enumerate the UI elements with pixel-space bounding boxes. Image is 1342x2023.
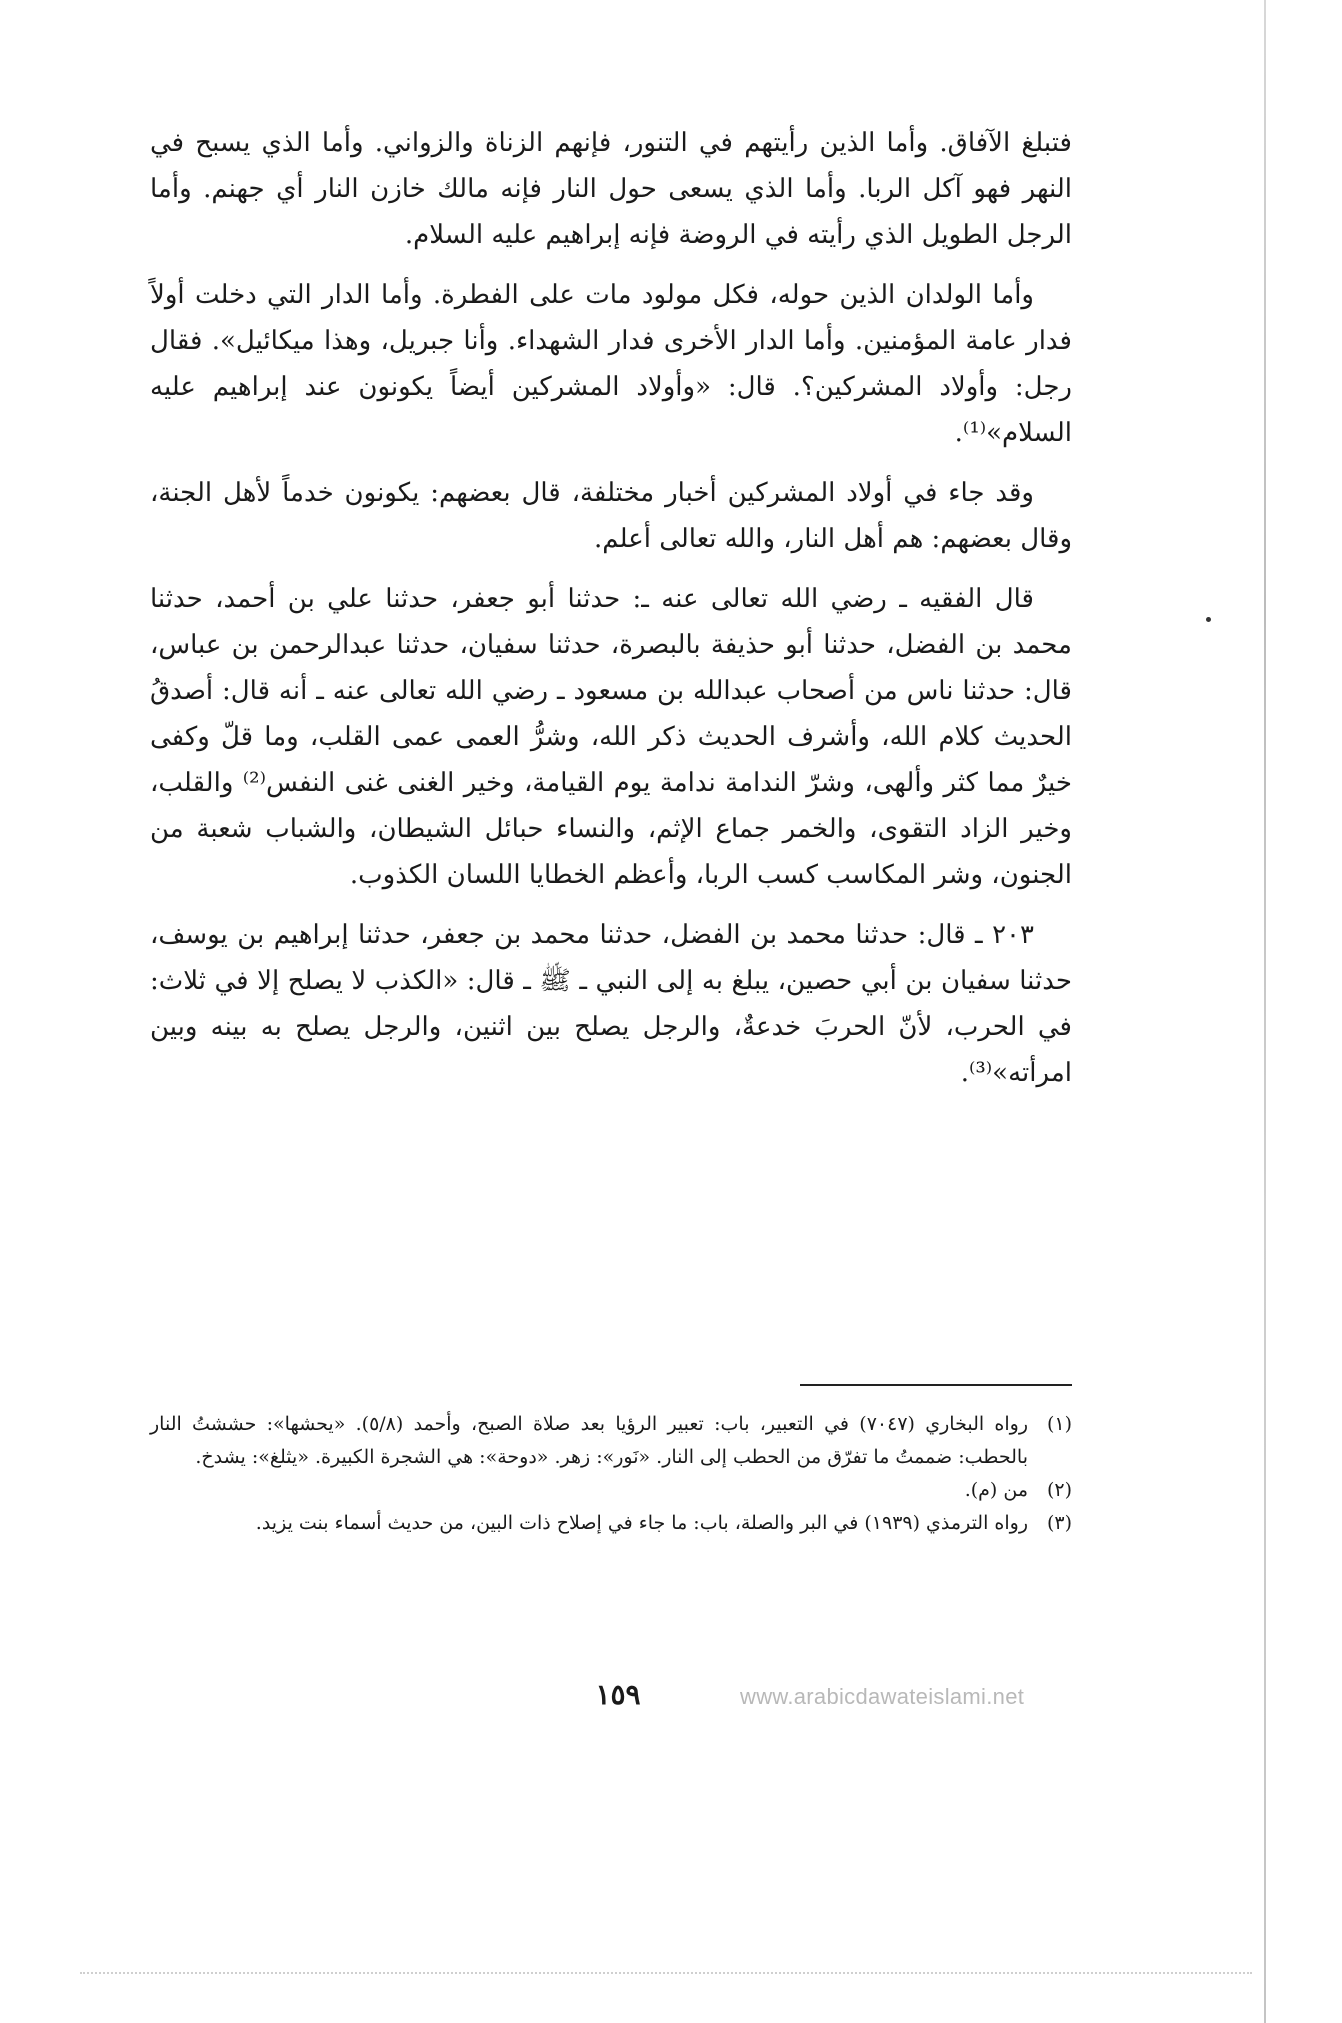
footnote-1 bbox=[150, 1408, 1072, 1474]
scan-edge-line bbox=[1264, 0, 1266, 2023]
footnote-2 bbox=[150, 1474, 1072, 1507]
scan-dotted-line bbox=[80, 1972, 1252, 1976]
footnote-divider bbox=[800, 1384, 1072, 1386]
footnote-text: رواه البخاري (٧٠٤٧) في التعبير، باب: تعبير الرؤيا بعد صلاة الصبح، وأحمد (٥/٨). «يحشها»: حششتُ النار بالحطب: ضممتُ ما تفرّق من الحطب إلى النار. «نَور»: زهر. «دوحة»: هي الشجرة الكبيرة. «يثلغ»: يشدخ. bbox=[150, 1413, 1029, 1468]
paragraph-3: وقد جاء في أولاد المشركين أخبار مختلفة، قال بعضهم: يكونون خدماً لأهل الجنة، وقال بعضهم: هم أهل النار، والله تعالى أعلم. bbox=[150, 478, 1072, 554]
footnote-text: من (م). bbox=[964, 1479, 1028, 1501]
paragraph-2: وأما الولدان الذين حوله، فكل مولود مات على الفطرة. وأما الدار التي دخلت أولاً فدار عامة المؤمنين. وأما الدار الأخرى فدار الشهداء. وأنا جبريل، وهذا ميكائيل». فقال رجل: وأولاد المشركين؟. قال: «وأولاد المشركين أيضاً يكونون عند إبراهيم عليه السلام»⁽¹⁾. bbox=[150, 280, 1072, 448]
watermark: www.arabicdawateislami.net bbox=[740, 1684, 1025, 1709]
footnotes bbox=[150, 1408, 1072, 1540]
footnote-text: رواه الترمذي (١٩٣٩) في البر والصلة، باب: ما جاء في إصلاح ذات البين، من حديث أسماء بنت يزيد. bbox=[255, 1512, 1028, 1534]
footnote-number: (٣) bbox=[1046, 1512, 1072, 1534]
paragraph-5: ٢٠٣ ـ قال: حدثنا محمد بن الفضل، حدثنا محمد بن جعفر، حدثنا إبراهيم بن يوسف، حدثنا سفيان بن أبي حصين، يبلغ به إلى النبي ـ ﷺ ـ قال: «الكذب لا يصلح إلا في ثلاث: في الحرب، لأنّ الحربَ خدعةٌ، والرجل يصلح بين اثنين، والرجل يصلح به بينه وبين امرأته»⁽³⁾. bbox=[150, 920, 1072, 1088]
page-number: ١٥٩ bbox=[595, 1678, 641, 1711]
paragraph-1: فتبلغ الآفاق. وأما الذين رأيتهم في التنور، فإنهم الزناة والزواني. وأما الذي يسبح في النهر فهو آكل الربا. وأما الذي يسعى حول النار فإنه مالك خازن النار أي جهنم. وأما الرجل الطويل الذي رأيته في الروضة فإنه إبراهيم عليه السلام. bbox=[150, 128, 1072, 250]
footnote-number: (٢) bbox=[1046, 1479, 1072, 1501]
main-text bbox=[150, 120, 1072, 1110]
stray-mark bbox=[1206, 617, 1211, 622]
footnote-number: (١) bbox=[1046, 1413, 1072, 1435]
paragraph-4: قال الفقيه ـ رضي الله تعالى عنه ـ: حدثنا أبو جعفر، حدثنا علي بن أحمد، حدثنا محمد بن الفضل، حدثنا أبو حذيفة بالبصرة، حدثنا سفيان، حدثنا عبدالرحمن بن عباس، قال: حدثنا ناس من أصحاب عبدالله بن مسعود ـ رضي الله تعالى عنه ـ أنه قال: أصدقُ الحديث كلام الله، وأشرف الحديث ذكر الله، وشرُّ العمى عمى القلب، وما قلّ وكفى خيرٌ مما كثر وألهى، وشرّ الندامة ندامة يوم القيامة، وخير الغنى غنى النفس⁽²⁾ والقلب، وخير الزاد التقوى، والخمر جماع الإثم، والنساء حبائل الشيطان، والشباب شعبة من الجنون، وشر المكاسب كسب الربا، وأعظم الخطايا اللسان الكذوب. bbox=[150, 584, 1072, 890]
footnote-3 bbox=[150, 1507, 1072, 1540]
